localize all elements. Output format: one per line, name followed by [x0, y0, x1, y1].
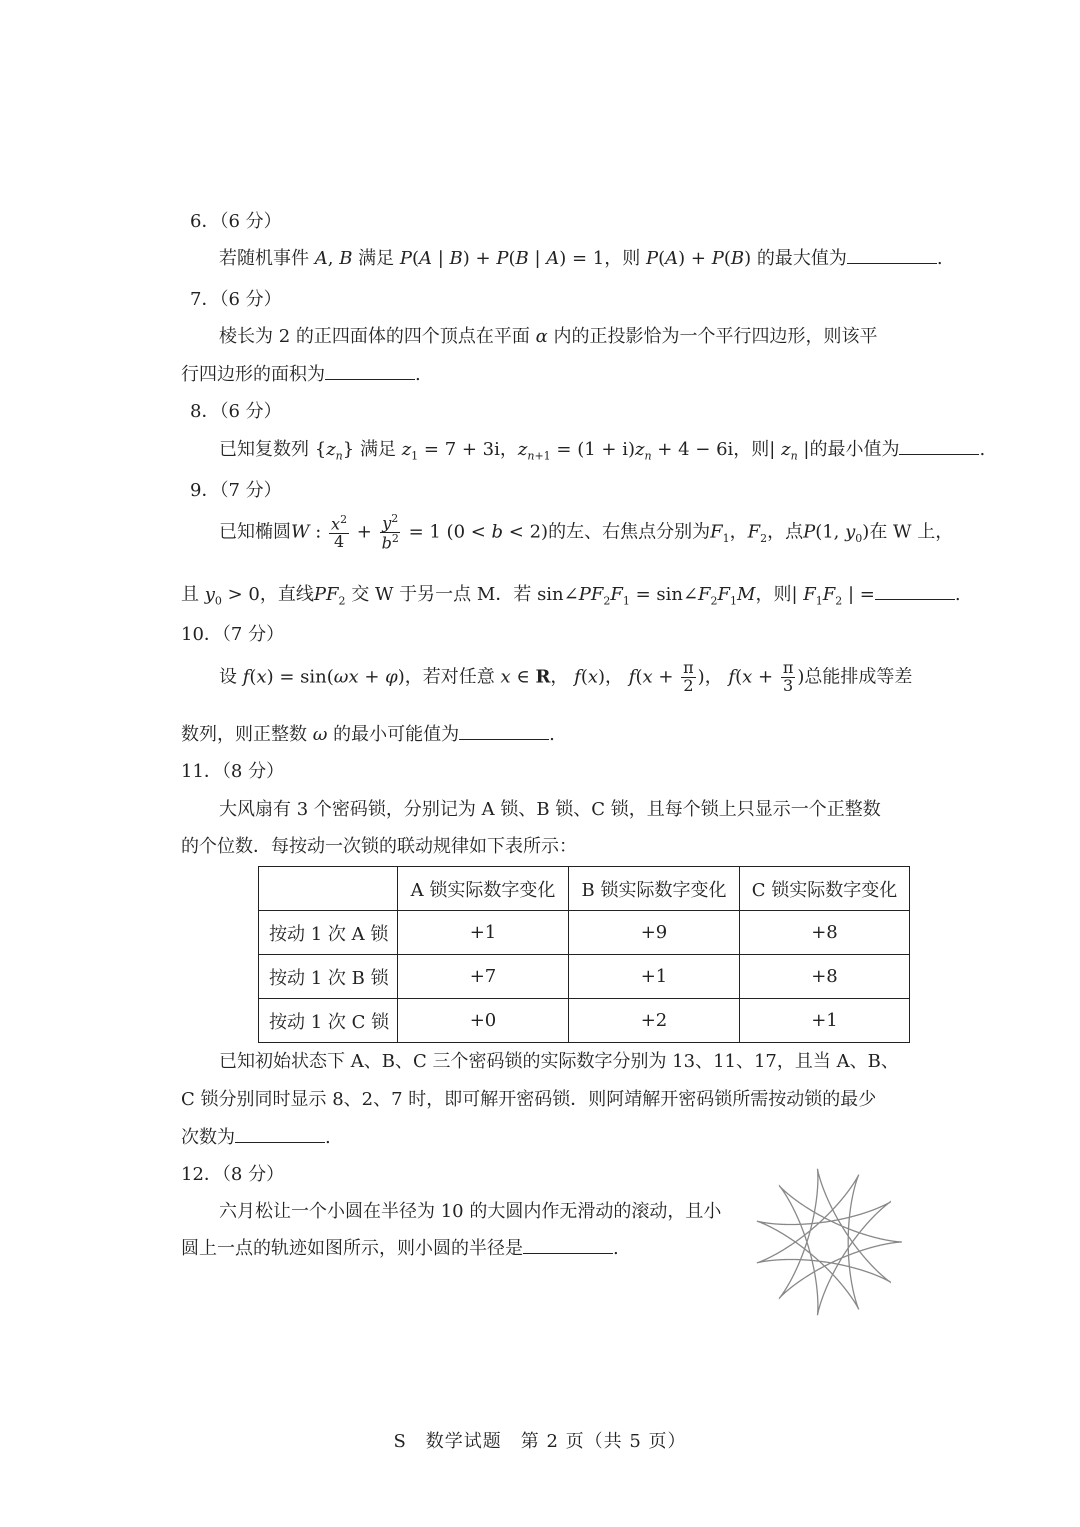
q6-header: 6．（6 分） — [190, 211, 282, 232]
fraction: $\frac{\pi}{2}$ — [683, 658, 694, 695]
q11-after-line2: C 锁分别同时显示 8、2、7 时，即可解开密码锁．则阿靖解开密码锁所需按动锁的最少 — [181, 1089, 877, 1110]
q11-after-line1: 已知初始状态下 A、B、C 三个密码锁的实际数字分别为 13、11、17，且当 A、B、 — [219, 1051, 899, 1072]
q10-header: 10．（7 分） — [181, 624, 285, 645]
q11-intro-line1: 大风扇有 3 个密码锁，分别记为 A 锁、B 锁、C 锁，且每个锁上只显示一个正整数 — [219, 799, 881, 820]
q7-line1: 棱长为 2 的正四面体的四个顶点在平面 α 内的正投影恰为一个平行四边形，则该平 — [219, 326, 878, 347]
fraction: $\frac{\pi}{3}$ — [782, 658, 794, 695]
table-row — [259, 955, 910, 999]
table-cell: +1 — [569, 955, 740, 999]
table-row — [259, 999, 910, 1043]
q12-header: 12．（8 分） — [181, 1164, 285, 1185]
table-cell: +1 — [398, 911, 569, 955]
q9-line2: 且 $y_0 > 0$，直线$PF_2$ 交 W 于另一点 M．若 $\sin\angle PF_2F_1$ = $\sin\angle F_2F_1M$，则| $F_1F_2$ | = . — [181, 580, 961, 608]
q7-line2: 行四边形的面积为 . — [181, 360, 421, 386]
answer-blank[interactable] — [899, 436, 979, 455]
fraction: $\frac{x^2}{4}$ — [331, 513, 348, 552]
table-cell: +9 — [569, 911, 740, 955]
table-row-header: 按动 1 次 B 锁 — [259, 955, 398, 999]
table-row — [259, 911, 910, 955]
table-cell: +2 — [569, 999, 740, 1043]
q9-header: 9．（7 分） — [190, 480, 282, 501]
page-footer: S 数学试题 第 2 页（共 5 页） — [393, 1431, 687, 1452]
q11-intro-line2: 的个位数．每按动一次锁的联动规律如下表所示： — [181, 836, 577, 857]
answer-blank[interactable] — [459, 721, 549, 740]
table-header-cell: C 锁实际数字变化 — [740, 867, 910, 911]
table-header-cell: B 锁实际数字变化 — [569, 867, 740, 911]
table-row-header: 按动 1 次 A 锁 — [259, 911, 398, 955]
q12-line1: 六月松让一个小圆在半径为 10 的大圆内作无滑动的滚动，且小 — [219, 1201, 722, 1222]
table-cell: +0 — [398, 999, 569, 1043]
q8-header: 8．（6 分） — [190, 401, 282, 422]
q7-header: 7．（6 分） — [190, 289, 282, 310]
fraction: $\frac{y^2}{b^2}$ — [381, 512, 399, 553]
lock-rules-table — [258, 866, 910, 1043]
q12-line2: 圆上一点的轨迹如图所示，则小圆的半径是 . — [181, 1234, 619, 1260]
table-cell: +7 — [398, 955, 569, 999]
hypocycloid-star-figure — [748, 1162, 908, 1322]
answer-blank[interactable] — [235, 1124, 325, 1143]
q11-after-line3: 次数为 . — [181, 1123, 331, 1149]
q9-line1: 已知椭圆W : $\frac{x^2}{4}$ + $\frac{y^2}{b^2}$ = 1 (0 < b < 2)的左、右焦点分别为$F_1$，$F_2$，点P(1, $y_0$)在 W 上， — [219, 512, 954, 553]
answer-blank[interactable] — [325, 361, 415, 380]
q8-body: 已知复数列 $\{z_n\}$ 满足 $z_1 = 7 + 3i$，$z_{n+1} = (1 + i)z_n + 4 - 6i$，则| $z_n$ |的最小值为 . — [219, 435, 985, 463]
table-cell: +8 — [740, 955, 910, 999]
q6-body: 若随机事件 A, B 满足 P(A | B) + P(B | A) = 1，则 P(A) + P(B) 的最大值为 . — [219, 244, 943, 270]
table-row-header: 按动 1 次 C 锁 — [259, 999, 398, 1043]
answer-blank[interactable] — [875, 581, 955, 600]
table-header-row — [259, 867, 910, 911]
q11-header: 11．（8 分） — [181, 761, 285, 782]
table-cell: +8 — [740, 911, 910, 955]
table-header-cell — [259, 867, 398, 911]
q10-line2: 数列，则正整数 ω 的最小可能值为 . — [181, 720, 555, 746]
answer-blank[interactable] — [847, 245, 937, 264]
hypocycloid-curve — [757, 1169, 902, 1316]
table-cell: +1 — [740, 999, 910, 1043]
table-header-cell: A 锁实际数字变化 — [398, 867, 569, 911]
q10-line1: 设 f(x) = sin(ωx + φ)，若对任意 x ∈ R， f(x)， f(x + $\frac{\pi}{2}$ )， f(x + $\frac{\pi}{3}$ )总能排成等差 — [219, 658, 913, 695]
answer-blank[interactable] — [523, 1235, 613, 1254]
